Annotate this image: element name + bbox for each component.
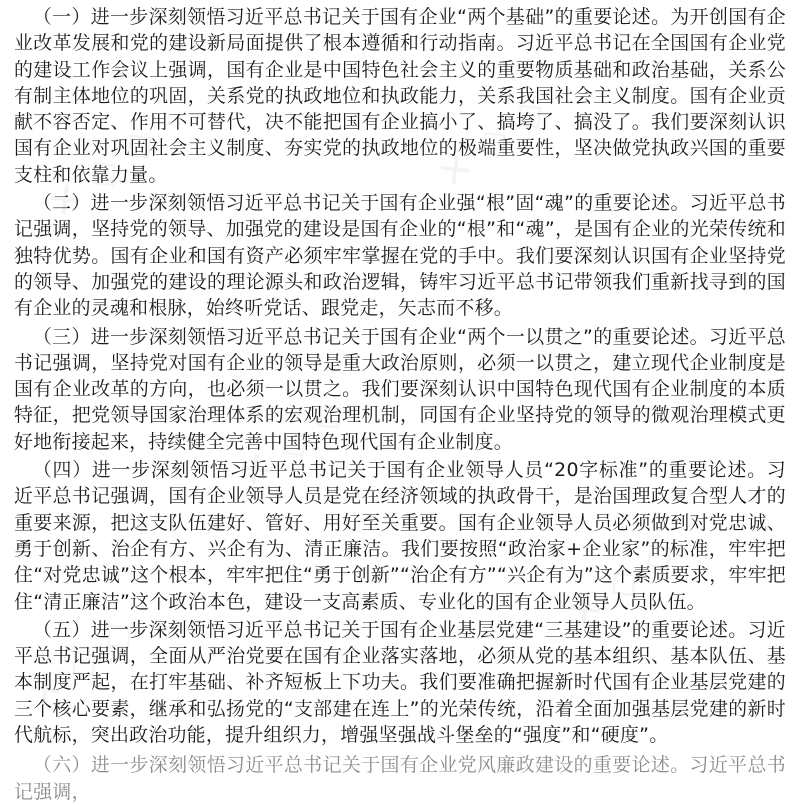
paragraph-4: （四）进一步深刻领悟习近平总书记关于国有企业领导人员“20字标准”的重要论述。习近平总书记强调，国有企业领导人员是党在经济领域的执政骨干，是治国理政复合型人才的重要来源，把这支队伍建好、管好、用好至关重要。国有企业领导人员必须做到对党忠诚、勇于创新、治企有方、兴企有为、清正廉洁。我们要按照“政治家+企业家”的标准，牢牢把住“对党忠诚”这个根本，牢牢把住“勇于创新”“治企有方”“兴企有为”这个素质要求，牢牢把住“清正廉洁”这个政治本色，建设一支高素质、专业化的国有企业领导人员队伍。 bbox=[14, 459, 786, 613]
paragraph-2: （二）进一步深刻领悟习近平总书记关于国有企业强“根”固“魂”的重要论述。习近平总书记强调，坚持党的领导、加强党的建设是国有企业的“根”和“魂”，是国有企业的光荣传统和独特优势。国有企业和国有资产必须牢牢掌握在党的手中。我们要深刻认识国有企业坚持党的领导、加强党的建设的理论源头和政治逻辑，铸牢习近平总书记带领我们重新找寻到的国有企业的灵魂和根脉，始终听党话、跟党走，矢志而不移。 bbox=[14, 192, 786, 320]
paragraph-1: （一）进一步深刻领悟习近平总书记关于国有企业“两个基础”的重要论述。为开创国有企业改革发展和党的建设新局面提供了根本遵循和行动指南。习近平总书记在全国国有企业党的建设工作会议上强调，国有企业是中国特色社会主义的重要物质基础和政治基础，关系公有制主体地位的巩固，关系党的执政地位和执政能力，关系我国社会主义制度。国有企业贡献不容否定、作用不可替代，决不能把国有企业搞小了、搞垮了、搞没了。我们要深刻认识国有企业对巩固社会主义制度、夯实党的执政地位的极端重要性，坚决做党执政兴国的重要支柱和依靠力量。 bbox=[14, 6, 786, 186]
paragraph-3: （三）进一步深刻领悟习近平总书记关于国有企业“两个一以贯之”的重要论述。习近平总书记强调，坚持党对国有企业的领导是重大政治原则，必须一以贯之，建立现代企业制度是国有企业改革的方向，也必须一以贯之。我们要深刻认识中国特色现代国有企业制度的本质特征，把党领导国家治理体系的宏观治理机制，同国有企业坚持党的领导的微观治理模式更好地衔接起来，持续健全完善中国特色现代国有企业制度。 bbox=[14, 325, 786, 453]
paragraph-6-cutoff: （六）进一步深刻领悟习近平总书记关于国有企业党风廉政建设的重要论述。习近平总书记强调， bbox=[14, 754, 786, 803]
paragraph-5: （五）进一步深刻领悟习近平总书记关于国有企业基层党建“三基建设”的重要论述。习近平总书记强调，全面从严治党要在国有企业落实落地，必须从党的基本组织、基本队伍、基本制度严起，在打牢基础、补齐短板上下功夫。我们要准确把握新时代国有企业基层党建的三个核心要素，继承和弘扬党的“支部建在连上”的光荣传统，沿着全面加强基层党建的新时代航标，突出政治功能，提升组织力，增强坚强战斗堡垒的“强度”和“硬度”。 bbox=[14, 618, 786, 747]
